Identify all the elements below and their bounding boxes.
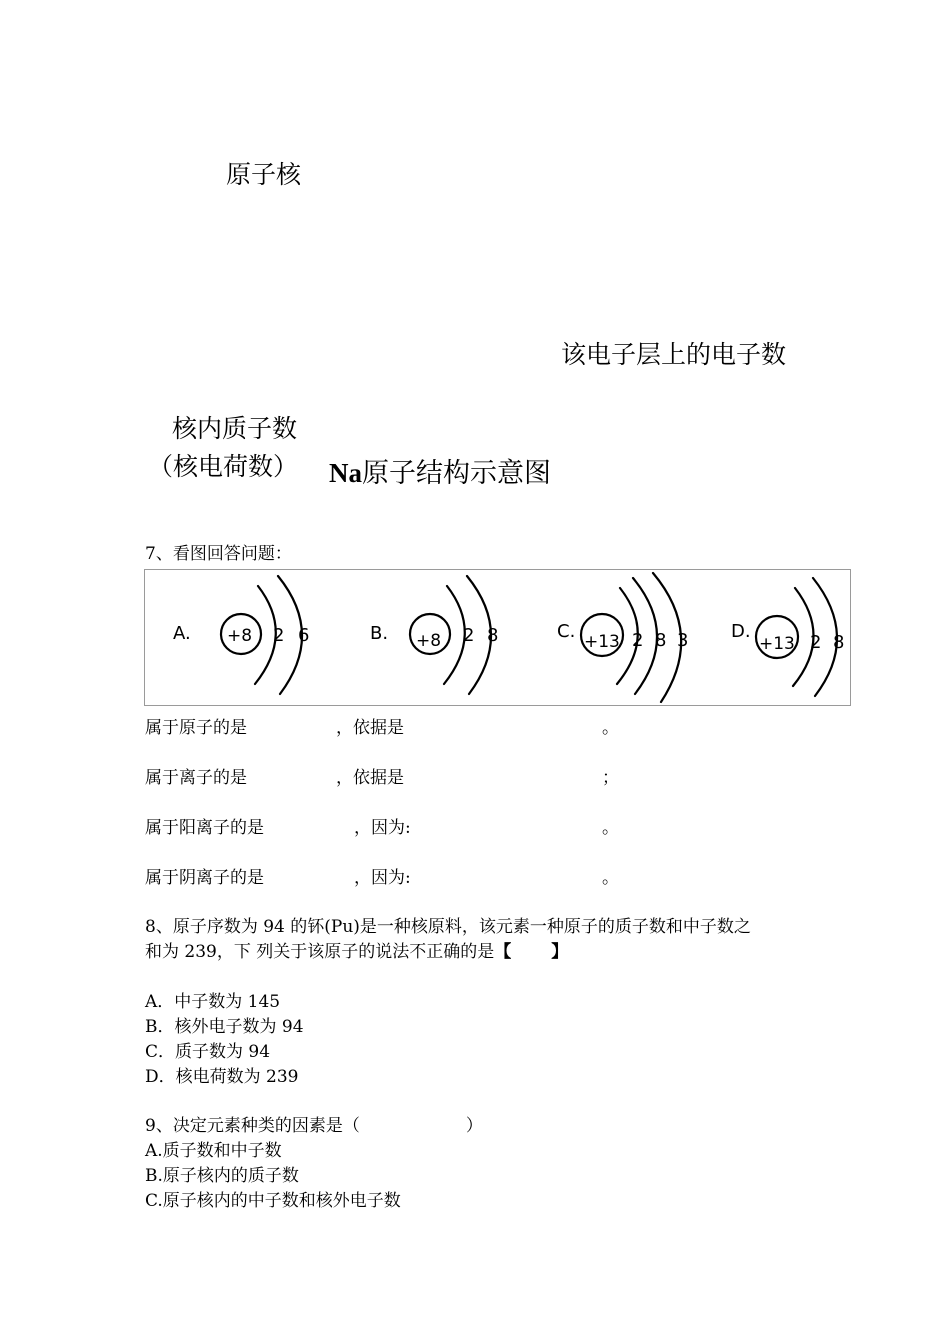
diagram-a-letter: A. (173, 623, 191, 644)
q9-title-close: ） (465, 1116, 483, 1136)
q8-line-1: 8、原子序数为 94 的钚(Pu)是一种核原料，该元素一种原子的质子数和中子数之 (145, 917, 751, 937)
q8-option-a: A．中子数为 145 (145, 992, 281, 1012)
q7-line-ion-mid: ，依据是 (336, 768, 404, 788)
diagram-c-shell-count-3: 3 (677, 630, 689, 651)
q7-line-cation-end: 。 (602, 818, 619, 838)
q9-option-a: A.质子数和中子数 (145, 1141, 282, 1161)
nucleus-label: 原子核 (226, 160, 302, 189)
q7-line-cation-prefix: 属于阳离子的是 (145, 818, 264, 838)
diagram-b-nucleus: +8 (416, 631, 442, 651)
diagram-title-na: Na (329, 458, 362, 488)
q7-line-ion-end: ； (602, 768, 619, 788)
diagram-b-letter: B. (370, 623, 389, 644)
q9-option-b: B.原子核内的质子数 (145, 1166, 299, 1186)
q7-line-anion-end: 。 (602, 868, 619, 888)
atom-diagrams-figure (144, 569, 851, 706)
diagram-a-nucleus: +8 (227, 626, 253, 646)
q8-line-2-text: 和为 239，下 列关于该原子的说法不正确的是 (145, 942, 495, 962)
diagram-a-shell-count-2: 6 (298, 625, 310, 646)
diagram-b-shell-1 (444, 586, 465, 684)
diagram-title-rest: 原子结构示意图 (362, 458, 551, 489)
diagram-a-shell-count-1: 2 (273, 625, 285, 646)
diagram-c-shell-count-2: 8 (655, 630, 667, 651)
diagram-d-shell-count-2: 8 (833, 632, 845, 653)
q8-option-b: B．核外电子数为 94 (145, 1017, 304, 1037)
q7-line-anion-prefix: 属于阴离子的是 (145, 868, 264, 888)
diagram-c-letter: C. (557, 621, 576, 642)
proton-count-label: 核内质子数 (172, 414, 298, 443)
q7-line-atom (145, 713, 247, 738)
q7-line-ion-prefix: 属于离子的是 (145, 768, 247, 788)
q7-line-anion-mid: ，因为: (354, 868, 411, 888)
q8-answer-bracket-close: 】 (551, 942, 569, 962)
q8-option-d: D．核电荷数为 239 (145, 1067, 299, 1087)
q8-line-2 (145, 937, 568, 962)
diagram-b-shell-count-2: 8 (487, 625, 499, 646)
nuclear-charge-label: （核电荷数） (148, 452, 299, 481)
diagram-d-shell-count-1: 2 (810, 632, 822, 653)
q7-title: 7、看图回答问题： (145, 544, 292, 564)
diagram-c-shell-count-1: 2 (632, 630, 644, 651)
q8-option-c: C．质子数为 94 (145, 1042, 271, 1062)
diagram-d-letter: D. (731, 621, 751, 642)
q7-line-atom-mid: ，依据是 (336, 718, 404, 738)
diagram-d-nucleus: +13 (759, 634, 795, 654)
q9-title-text: 9、决定元素种类的因素是（ (145, 1116, 360, 1136)
electrons-on-shell-label: 该电子层上的电子数 (561, 340, 787, 369)
q9-title (145, 1111, 483, 1136)
q9-option-c: C.原子核内的中子数和核外电子数 (145, 1191, 401, 1211)
q7-line-cation-mid: ，因为: (354, 818, 411, 838)
diagram-title (329, 451, 551, 490)
diagram-c-nucleus: +13 (584, 632, 620, 652)
q7-line-atom-end: 。 (602, 718, 619, 738)
atom-diagrams-svg (145, 570, 852, 707)
q7-line-atom-prefix: 属于原子的是 (145, 718, 247, 738)
diagram-b-shell-count-1: 2 (463, 625, 475, 646)
q8-answer-bracket-open: 【 (494, 942, 512, 962)
